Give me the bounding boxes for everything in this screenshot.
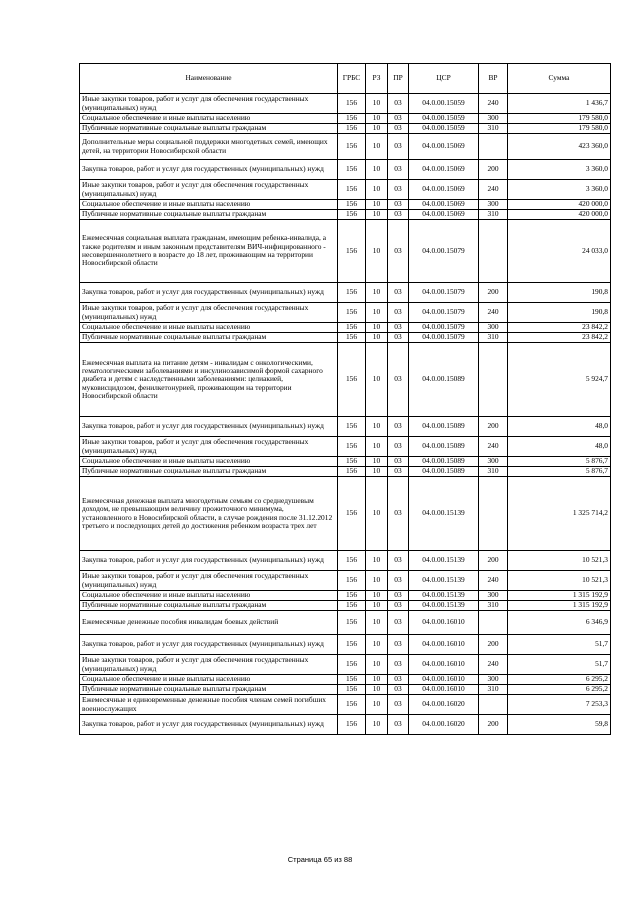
- cell-grbs: 156: [338, 180, 366, 200]
- table-row: [80, 685, 611, 695]
- table-row: [80, 457, 611, 467]
- cell-sum: 3 360,0: [508, 160, 611, 180]
- cell-vr: 300: [479, 457, 508, 467]
- cell-sum: 24 033,0: [508, 220, 611, 283]
- cell-name: Публичные нормативные социальные выплаты гражданам: [80, 601, 338, 611]
- cell-grbs: 156: [338, 333, 366, 343]
- cell-vr: 300: [479, 200, 508, 210]
- cell-csr: 04.0.00.15069: [409, 210, 479, 220]
- cell-vr: 200: [479, 417, 508, 437]
- cell-name: Социальное обеспечение и иные выплаты населению: [80, 200, 338, 210]
- cell-vr: 300: [479, 591, 508, 601]
- cell-name: Социальное обеспечение и иные выплаты населению: [80, 675, 338, 685]
- header-row: [80, 64, 611, 94]
- cell-rz: 10: [366, 303, 388, 323]
- cell-vr: [479, 220, 508, 283]
- cell-sum: 190,8: [508, 303, 611, 323]
- cell-grbs: 156: [338, 134, 366, 160]
- cell-csr: 04.0.00.15089: [409, 437, 479, 457]
- cell-name: Публичные нормативные социальные выплаты гражданам: [80, 467, 338, 477]
- cell-name: Публичные нормативные социальные выплаты гражданам: [80, 685, 338, 695]
- cell-pr: 03: [388, 715, 409, 735]
- cell-pr: 03: [388, 124, 409, 134]
- cell-vr: 240: [479, 94, 508, 114]
- cell-sum: 1 436,7: [508, 94, 611, 114]
- cell-name: Социальное обеспечение и иные выплаты населению: [80, 323, 338, 333]
- cell-sum: 423 360,0: [508, 134, 611, 160]
- cell-vr: 200: [479, 635, 508, 655]
- cell-sum: 5 876,7: [508, 467, 611, 477]
- cell-name: Закупка товаров, работ и услуг для государственных (муниципальных) нужд: [80, 715, 338, 735]
- table-row: [80, 323, 611, 333]
- cell-csr: 04.0.00.15079: [409, 323, 479, 333]
- cell-csr: 04.0.00.16010: [409, 655, 479, 675]
- cell-name: Закупка товаров, работ и услуг для государственных (муниципальных) нужд: [80, 551, 338, 571]
- col-header-rz: РЗ: [366, 64, 388, 94]
- cell-vr: 300: [479, 323, 508, 333]
- cell-rz: 10: [366, 457, 388, 467]
- table-row: [80, 94, 611, 114]
- cell-name: Социальное обеспечение и иные выплаты населению: [80, 591, 338, 601]
- cell-rz: 10: [366, 477, 388, 551]
- cell-sum: 59,8: [508, 715, 611, 735]
- table-row: [80, 611, 611, 635]
- cell-vr: 300: [479, 675, 508, 685]
- cell-name: Иные закупки товаров, работ и услуг для обеспечения государственных (муниципальных) нужд: [80, 303, 338, 323]
- cell-sum: 51,7: [508, 655, 611, 675]
- cell-csr: 04.0.00.15139: [409, 571, 479, 591]
- cell-rz: 10: [366, 551, 388, 571]
- cell-pr: 03: [388, 655, 409, 675]
- cell-sum: 23 842,2: [508, 323, 611, 333]
- budget-table: [79, 63, 611, 735]
- cell-csr: 04.0.00.15079: [409, 283, 479, 303]
- cell-rz: 10: [366, 333, 388, 343]
- table-row: [80, 675, 611, 685]
- page-number: Страница 65 из 88: [287, 855, 353, 864]
- cell-name: Социальное обеспечение и иные выплаты населению: [80, 457, 338, 467]
- cell-sum: 7 253,3: [508, 695, 611, 715]
- cell-vr: [479, 695, 508, 715]
- cell-pr: 03: [388, 685, 409, 695]
- table-row: [80, 134, 611, 160]
- cell-sum: 5 876,7: [508, 457, 611, 467]
- cell-grbs: 156: [338, 715, 366, 735]
- cell-sum: 1 325 714,2: [508, 477, 611, 551]
- cell-vr: 200: [479, 551, 508, 571]
- cell-pr: 03: [388, 417, 409, 437]
- cell-csr: 04.0.00.15069: [409, 134, 479, 160]
- cell-vr: 310: [479, 467, 508, 477]
- cell-sum: 48,0: [508, 437, 611, 457]
- cell-csr: 04.0.00.15089: [409, 457, 479, 467]
- cell-grbs: 156: [338, 210, 366, 220]
- col-header-pr: ПР: [388, 64, 409, 94]
- cell-csr: 04.0.00.15069: [409, 180, 479, 200]
- cell-name: Закупка товаров, работ и услуг для государственных (муниципальных) нужд: [80, 417, 338, 437]
- cell-csr: 04.0.00.15139: [409, 591, 479, 601]
- cell-rz: 10: [366, 200, 388, 210]
- cell-sum: 6 295,2: [508, 675, 611, 685]
- cell-csr: 04.0.00.15079: [409, 220, 479, 283]
- cell-pr: 03: [388, 160, 409, 180]
- cell-csr: 04.0.00.15089: [409, 343, 479, 417]
- cell-sum: 48,0: [508, 417, 611, 437]
- cell-grbs: 156: [338, 655, 366, 675]
- table-row: [80, 477, 611, 551]
- table-row: [80, 210, 611, 220]
- cell-pr: 03: [388, 635, 409, 655]
- cell-csr: 04.0.00.16010: [409, 685, 479, 695]
- cell-pr: 03: [388, 283, 409, 303]
- cell-sum: 5 924,7: [508, 343, 611, 417]
- cell-grbs: 156: [338, 437, 366, 457]
- cell-name: Публичные нормативные социальные выплаты гражданам: [80, 333, 338, 343]
- table-row: [80, 333, 611, 343]
- cell-rz: 10: [366, 94, 388, 114]
- cell-vr: 300: [479, 114, 508, 124]
- col-header-csr: ЦСР: [409, 64, 479, 94]
- cell-grbs: 156: [338, 124, 366, 134]
- cell-name: Ежемесячные и единовременные денежные пособия членам семей погибших военнослужащих: [80, 695, 338, 715]
- cell-pr: 03: [388, 601, 409, 611]
- cell-rz: 10: [366, 417, 388, 437]
- cell-grbs: 156: [338, 591, 366, 601]
- cell-name: Публичные нормативные социальные выплаты гражданам: [80, 210, 338, 220]
- cell-grbs: 156: [338, 323, 366, 333]
- table-row: [80, 571, 611, 591]
- cell-vr: 240: [479, 180, 508, 200]
- table-row: [80, 655, 611, 675]
- cell-rz: 10: [366, 695, 388, 715]
- cell-pr: 03: [388, 114, 409, 124]
- cell-csr: 04.0.00.15139: [409, 551, 479, 571]
- cell-rz: 10: [366, 160, 388, 180]
- cell-sum: 179 580,0: [508, 124, 611, 134]
- cell-vr: 310: [479, 601, 508, 611]
- cell-sum: 23 842,2: [508, 333, 611, 343]
- cell-csr: 04.0.00.15069: [409, 200, 479, 210]
- cell-pr: 03: [388, 220, 409, 283]
- cell-vr: 310: [479, 210, 508, 220]
- cell-name: Социальное обеспечение и иные выплаты населению: [80, 114, 338, 124]
- cell-grbs: 156: [338, 675, 366, 685]
- cell-pr: 03: [388, 611, 409, 635]
- cell-pr: 03: [388, 571, 409, 591]
- cell-csr: 04.0.00.15069: [409, 160, 479, 180]
- cell-csr: 04.0.00.15089: [409, 467, 479, 477]
- cell-sum: 3 360,0: [508, 180, 611, 200]
- cell-vr: [479, 477, 508, 551]
- table-row: [80, 551, 611, 571]
- cell-csr: 04.0.00.15059: [409, 114, 479, 124]
- cell-grbs: 156: [338, 457, 366, 467]
- cell-name: Закупка товаров, работ и услуг для государственных (муниципальных) нужд: [80, 635, 338, 655]
- cell-pr: 03: [388, 180, 409, 200]
- cell-csr: 04.0.00.15139: [409, 601, 479, 611]
- cell-grbs: 156: [338, 417, 366, 437]
- cell-rz: 10: [366, 220, 388, 283]
- cell-grbs: 156: [338, 695, 366, 715]
- col-header-grbs: ГРБС: [338, 64, 366, 94]
- cell-grbs: 156: [338, 601, 366, 611]
- table-row: [80, 591, 611, 601]
- table-row: [80, 601, 611, 611]
- table-row: [80, 437, 611, 457]
- cell-name: Иные закупки товаров, работ и услуг для обеспечения государственных (муниципальных) нужд: [80, 655, 338, 675]
- cell-rz: 10: [366, 114, 388, 124]
- cell-pr: 03: [388, 323, 409, 333]
- table-row: [80, 124, 611, 134]
- table-row: [80, 467, 611, 477]
- cell-csr: 04.0.00.16010: [409, 675, 479, 685]
- cell-vr: 240: [479, 437, 508, 457]
- cell-vr: [479, 134, 508, 160]
- table-body: [80, 94, 611, 735]
- cell-csr: 04.0.00.16010: [409, 635, 479, 655]
- cell-pr: 03: [388, 200, 409, 210]
- cell-rz: 10: [366, 180, 388, 200]
- cell-name: Иные закупки товаров, работ и услуг для обеспечения государственных (муниципальных) нужд: [80, 437, 338, 457]
- cell-vr: 240: [479, 571, 508, 591]
- cell-grbs: 156: [338, 220, 366, 283]
- table-row: [80, 303, 611, 323]
- cell-sum: 420 000,0: [508, 210, 611, 220]
- cell-csr: 04.0.00.15079: [409, 333, 479, 343]
- cell-pr: 03: [388, 695, 409, 715]
- cell-rz: 10: [366, 283, 388, 303]
- cell-csr: 04.0.00.16020: [409, 695, 479, 715]
- cell-vr: 240: [479, 655, 508, 675]
- table-row: [80, 283, 611, 303]
- cell-rz: 10: [366, 343, 388, 417]
- cell-rz: 10: [366, 601, 388, 611]
- cell-name: Дополнительные меры социальной поддержки многодетных семей, имеющих детей, на территории Новосибирской области: [80, 134, 338, 160]
- cell-rz: 10: [366, 437, 388, 457]
- cell-name: Публичные нормативные социальные выплаты гражданам: [80, 124, 338, 134]
- cell-pr: 03: [388, 333, 409, 343]
- cell-sum: 1 315 192,9: [508, 601, 611, 611]
- cell-rz: 10: [366, 591, 388, 601]
- cell-grbs: 156: [338, 611, 366, 635]
- col-header-vr: ВР: [479, 64, 508, 94]
- cell-sum: 6 346,9: [508, 611, 611, 635]
- cell-pr: 03: [388, 303, 409, 323]
- cell-sum: 190,8: [508, 283, 611, 303]
- cell-sum: 420 000,0: [508, 200, 611, 210]
- cell-csr: 04.0.00.15139: [409, 477, 479, 551]
- cell-pr: 03: [388, 477, 409, 551]
- col-header-name: Наименование: [80, 64, 338, 94]
- table-row: [80, 417, 611, 437]
- cell-grbs: 156: [338, 571, 366, 591]
- cell-vr: 200: [479, 283, 508, 303]
- cell-name: Ежемесячные денежные пособия инвалидам боевых действий: [80, 611, 338, 635]
- cell-csr: 04.0.00.16020: [409, 715, 479, 735]
- cell-pr: 03: [388, 343, 409, 417]
- cell-grbs: 156: [338, 635, 366, 655]
- cell-rz: 10: [366, 323, 388, 333]
- table-row: [80, 180, 611, 200]
- cell-name: Иные закупки товаров, работ и услуг для обеспечения государственных (муниципальных) нужд: [80, 180, 338, 200]
- table-header: [80, 64, 611, 94]
- cell-rz: 10: [366, 635, 388, 655]
- col-header-sum: Сумма: [508, 64, 611, 94]
- table-row: [80, 343, 611, 417]
- cell-name: Ежемесячная социальная выплата гражданам, имеющим ребенка-инвалида, а также родителям и иным законным представителям ВИЧ-инфицированного - несовершеннолетнего в возрасте до 18 лет, проживающим на территории Новосибирской области: [80, 220, 338, 283]
- cell-pr: 03: [388, 210, 409, 220]
- cell-csr: 04.0.00.15079: [409, 303, 479, 323]
- cell-pr: 03: [388, 591, 409, 601]
- cell-pr: 03: [388, 134, 409, 160]
- cell-vr: 310: [479, 124, 508, 134]
- cell-rz: 10: [366, 210, 388, 220]
- cell-grbs: 156: [338, 160, 366, 180]
- cell-csr: 04.0.00.15089: [409, 417, 479, 437]
- table-row: [80, 635, 611, 655]
- cell-rz: 10: [366, 655, 388, 675]
- cell-name: Иные закупки товаров, работ и услуг для обеспечения государственных (муниципальных) нужд: [80, 94, 338, 114]
- cell-rz: 10: [366, 467, 388, 477]
- cell-csr: 04.0.00.16010: [409, 611, 479, 635]
- table-row: [80, 200, 611, 210]
- cell-csr: 04.0.00.15059: [409, 124, 479, 134]
- cell-vr: 310: [479, 333, 508, 343]
- cell-name: Закупка товаров, работ и услуг для государственных (муниципальных) нужд: [80, 160, 338, 180]
- cell-rz: 10: [366, 124, 388, 134]
- cell-pr: 03: [388, 437, 409, 457]
- cell-vr: 240: [479, 303, 508, 323]
- cell-name: Закупка товаров, работ и услуг для государственных (муниципальных) нужд: [80, 283, 338, 303]
- cell-rz: 10: [366, 611, 388, 635]
- cell-sum: 6 295,2: [508, 685, 611, 695]
- cell-pr: 03: [388, 94, 409, 114]
- cell-pr: 03: [388, 457, 409, 467]
- cell-sum: 1 315 192,9: [508, 591, 611, 601]
- cell-name: Ежемесячная выплата на питание детям - инвалидам с онкологическими, гематологическими заболеваниями и инсулинозависимой формой сахарного диабета и детям с наследственными заболеваниями: целиакией, муковисцидозом, фенилкетонурией, проживающим на территории Новосибирской области: [80, 343, 338, 417]
- cell-rz: 10: [366, 134, 388, 160]
- cell-sum: 51,7: [508, 635, 611, 655]
- cell-grbs: 156: [338, 200, 366, 210]
- table-row: [80, 695, 611, 715]
- cell-vr: [479, 611, 508, 635]
- cell-pr: 03: [388, 467, 409, 477]
- table-row: [80, 160, 611, 180]
- cell-grbs: 156: [338, 685, 366, 695]
- cell-grbs: 156: [338, 303, 366, 323]
- cell-grbs: 156: [338, 551, 366, 571]
- cell-grbs: 156: [338, 467, 366, 477]
- cell-rz: 10: [366, 675, 388, 685]
- cell-grbs: 156: [338, 343, 366, 417]
- cell-vr: 200: [479, 715, 508, 735]
- cell-grbs: 156: [338, 114, 366, 124]
- cell-vr: 200: [479, 160, 508, 180]
- cell-grbs: 156: [338, 283, 366, 303]
- cell-sum: 179 580,0: [508, 114, 611, 124]
- cell-sum: 10 521,3: [508, 551, 611, 571]
- cell-grbs: 156: [338, 94, 366, 114]
- cell-csr: 04.0.00.15059: [409, 94, 479, 114]
- cell-name: Иные закупки товаров, работ и услуг для обеспечения государственных (муниципальных) нужд: [80, 571, 338, 591]
- table-row: [80, 220, 611, 283]
- table-row: [80, 715, 611, 735]
- cell-rz: 10: [366, 571, 388, 591]
- cell-vr: 310: [479, 685, 508, 695]
- cell-sum: 10 521,3: [508, 571, 611, 591]
- cell-grbs: 156: [338, 477, 366, 551]
- cell-rz: 10: [366, 685, 388, 695]
- cell-pr: 03: [388, 675, 409, 685]
- cell-pr: 03: [388, 551, 409, 571]
- cell-vr: [479, 343, 508, 417]
- table-row: [80, 114, 611, 124]
- cell-rz: 10: [366, 715, 388, 735]
- cell-name: Ежемесячная денежная выплата многодетным семьям со среднедушевым доходом, не превышающим величину прожиточного минимума, установленного в Новосибирской области, в случае рождения после 31.12.2012 третьего и последующих детей до достижения ребенком возраста трех лет: [80, 477, 338, 551]
